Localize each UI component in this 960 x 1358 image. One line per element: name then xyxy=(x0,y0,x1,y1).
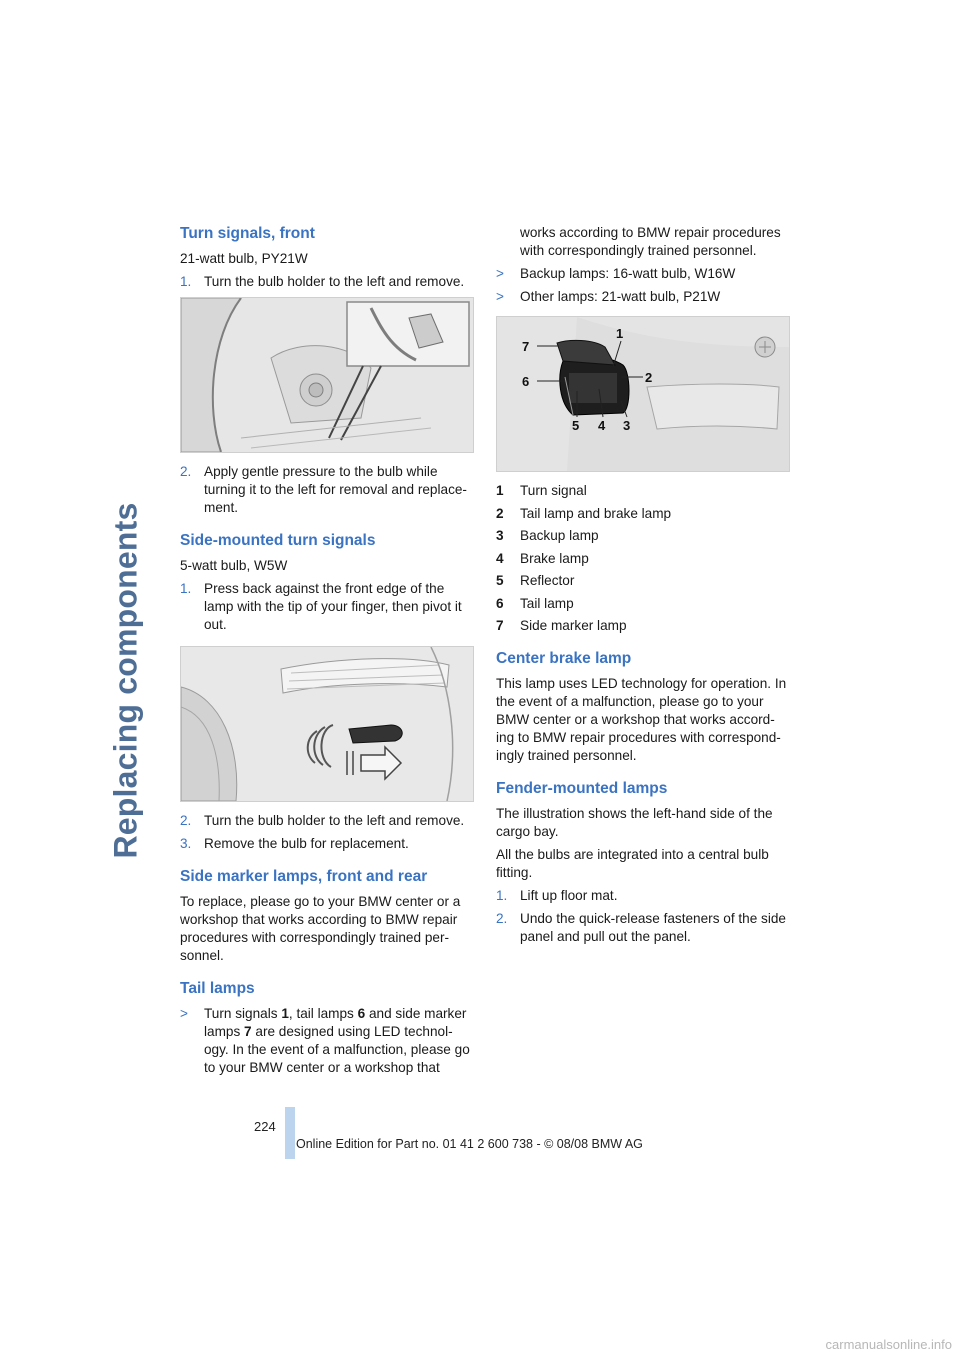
step xyxy=(180,812,476,830)
page-number: 224 xyxy=(254,1119,276,1134)
bullet-text: Other lamps: 21-watt bulb, P21W xyxy=(520,289,721,304)
front-turn-signal-illustration xyxy=(181,298,473,452)
section-title-side-marker-lamps: Side marker lamps, front and rear xyxy=(180,868,428,885)
step-text: Apply gentle pressure to the bulb while turning it to the left for removal and replace-ment. xyxy=(204,464,467,515)
step-number: 1. xyxy=(180,274,192,289)
step-number: 1. xyxy=(496,888,508,903)
figure-front-turn-signal xyxy=(180,297,474,453)
bulb-spec: 5-watt bulb, W5W xyxy=(180,558,288,573)
chapter-title-text: Replacing components xyxy=(107,501,144,859)
section-title-fender-mounted-lamps: Fender-mounted lamps xyxy=(496,780,668,797)
paragraph: To replace, please go to your BMW center or a workshop that works according to BMW repair procedures with correspondingly trained per-sonnel. xyxy=(180,894,461,963)
step xyxy=(496,887,792,905)
callout-2: 2 xyxy=(645,370,653,385)
section-title-side-mounted-turn-signals: Side-mounted turn signals xyxy=(180,532,376,549)
callout-5: 5 xyxy=(572,418,580,433)
footer-edition: Online Edition for Part no. 01 41 2 600 738 - © 08/08 BMW AG xyxy=(296,1137,643,1151)
bullet-text: Backup lamps: 16-watt bulb, W16W xyxy=(520,266,736,281)
callout-6: 6 xyxy=(522,374,530,389)
step-text: Press back against the front edge of the lamp with the tip of your finger, then pivot it out. xyxy=(204,581,462,632)
legend xyxy=(496,482,792,635)
legend-item: 2 Tail lamp and brake lamp xyxy=(496,505,672,521)
paragraph: The illustration shows the left-hand side of the cargo bay. xyxy=(496,806,773,839)
callout-1: 1 xyxy=(616,326,624,341)
step-number: 3. xyxy=(180,836,192,851)
step-text: Lift up floor mat. xyxy=(520,888,618,903)
bullet-text: works according to BMW repair procedures with correspondingly trained personnel. xyxy=(520,225,781,258)
section-title-turn-signals-front: Turn signals, front xyxy=(180,225,315,242)
callout-7: 7 xyxy=(522,339,530,354)
bullet-marker: > xyxy=(496,289,504,304)
step xyxy=(180,835,476,853)
step-text: Remove the bulb for replacement. xyxy=(204,836,409,851)
footer-accent-bar xyxy=(285,1107,295,1159)
bullet-item xyxy=(180,1005,476,1077)
legend-item: 5 Reflector xyxy=(496,573,575,588)
step-number: 2. xyxy=(496,911,508,926)
step-text: Undo the quick-release fasteners of the side panel and pull out the panel. xyxy=(520,911,786,944)
ref-number: 6 xyxy=(357,1006,366,1021)
text-run: are designed using LED technol-ogy. In the event of a malfunction, please go to your BMW center or a workshop that xyxy=(204,1024,470,1075)
figure-tail-lamps xyxy=(496,316,790,472)
step-text: Turn the bulb holder to the left and remove. xyxy=(204,274,465,289)
legend-item: 3 Backup lamp xyxy=(496,528,599,543)
step-number: 2. xyxy=(180,813,192,828)
step xyxy=(180,463,476,517)
callout-3: 3 xyxy=(623,418,631,433)
bullet-item xyxy=(496,265,792,283)
text-run: Turn signals xyxy=(204,1006,282,1021)
watermark: carmanualsonline.info xyxy=(825,1337,952,1352)
step-number: 2. xyxy=(180,464,192,479)
legend-item: 1 Turn signal xyxy=(496,483,587,498)
ref-number: 1 xyxy=(281,1006,289,1021)
paragraph: All the bulbs are integrated into a central bulb fitting. xyxy=(496,847,769,880)
section-title-tail-lamps: Tail lamps xyxy=(180,980,255,997)
step xyxy=(180,273,476,291)
step-text: Turn the bulb holder to the left and remove. xyxy=(204,813,465,828)
text-run: and side marker lamps xyxy=(204,1006,467,1039)
step xyxy=(496,910,792,946)
right-column xyxy=(496,224,792,951)
step-number: 1. xyxy=(180,581,192,596)
step xyxy=(180,580,476,634)
side-turn-signal-illustration xyxy=(181,647,473,801)
bullet-text xyxy=(204,1005,476,1077)
section-title-center-brake-lamp: Center brake lamp xyxy=(496,650,632,667)
legend-item: 7 Side marker lamp xyxy=(496,618,627,633)
text-run: , tail lamps xyxy=(288,1006,358,1021)
left-column xyxy=(180,224,476,1082)
bullet-marker: > xyxy=(180,1006,188,1021)
ref-number: 7 xyxy=(244,1024,252,1039)
bullet-item xyxy=(496,288,792,306)
legend-item: 6 Tail lamp xyxy=(496,595,574,611)
tail-lamp-illustration xyxy=(497,317,789,471)
paragraph: This lamp uses LED technology for operation. In the event of a malfunction, please go to your BMW center or a workshop that works accord-ing to BMW repair procedures with correspond-ingly trained personnel. xyxy=(496,676,787,763)
bullet-continuation xyxy=(496,224,792,260)
bullet-marker: > xyxy=(496,266,504,281)
bulb-spec: 21-watt bulb, PY21W xyxy=(180,251,308,266)
figure-side-turn-signal xyxy=(180,646,474,802)
chapter-side-title xyxy=(96,230,156,1130)
legend-item: 4 Brake lamp xyxy=(496,550,589,566)
callout-4: 4 xyxy=(598,418,606,433)
